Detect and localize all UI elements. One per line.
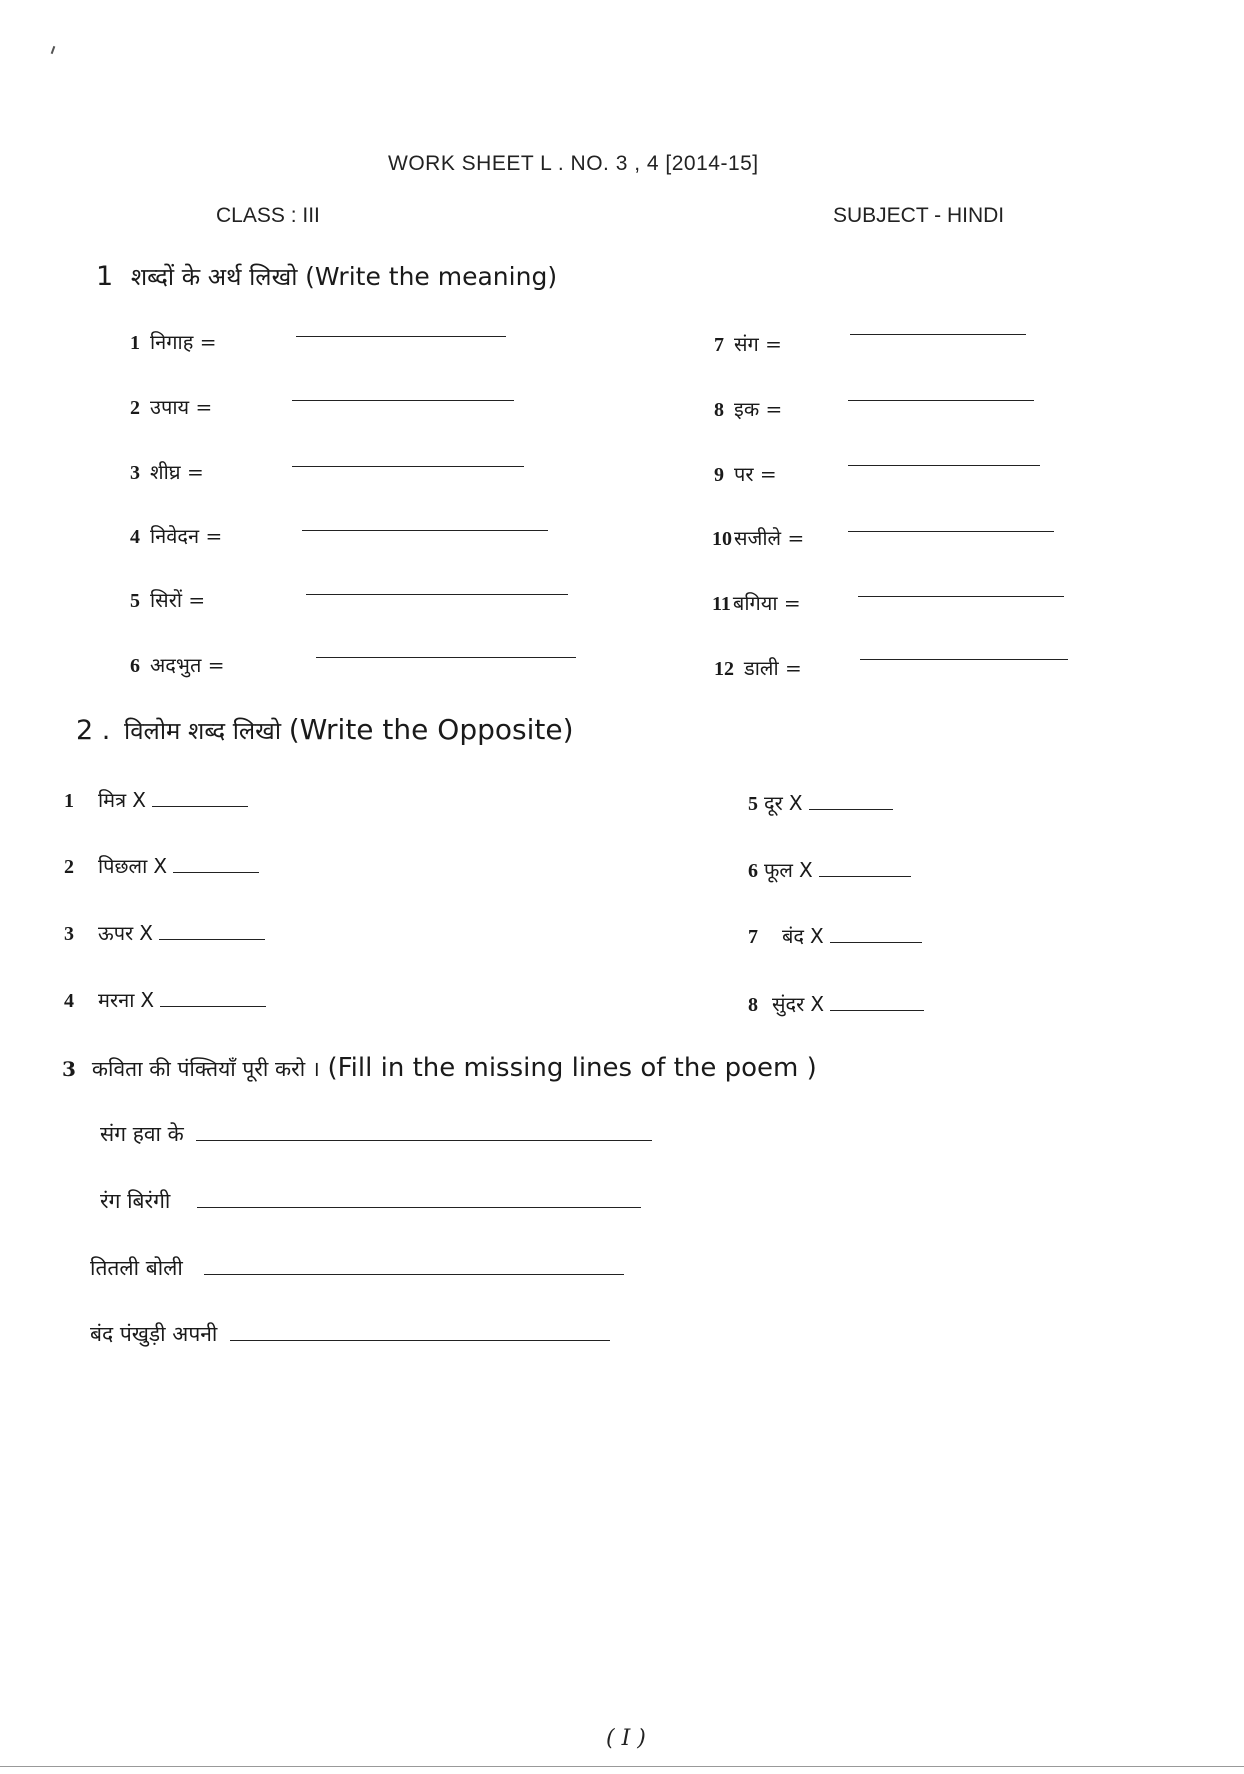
- page-number: ( I ): [606, 1726, 646, 1751]
- poem-line-text: संग हवा के: [100, 1122, 184, 1146]
- item-word: उपाय =: [150, 395, 213, 419]
- item-number: 11: [712, 593, 731, 615]
- item-word: मित्र: [98, 788, 127, 812]
- poem-line-2: [100, 1187, 641, 1215]
- section1-heading-hindi: शब्दों के अर्थ लिखो: [130, 263, 298, 291]
- answer-line[interactable]: [306, 594, 568, 595]
- meaning-item-2: [130, 393, 212, 420]
- item-number: 4: [130, 526, 140, 548]
- answer-line[interactable]: [152, 805, 248, 807]
- answer-line[interactable]: [848, 465, 1040, 466]
- meaning-item-3: [130, 458, 204, 485]
- opposite-item-8: [748, 990, 924, 1017]
- answer-line[interactable]: [160, 1005, 266, 1007]
- item-number: 6: [130, 655, 140, 677]
- class-label: CLASS : III: [216, 204, 320, 227]
- item-number: 2: [130, 397, 140, 419]
- item-word: पर =: [734, 462, 777, 486]
- item-word: शीघ्र =: [150, 460, 204, 484]
- item-word: फूल: [764, 858, 793, 882]
- item-number: 10: [712, 528, 732, 550]
- meaning-item-12: [714, 654, 802, 681]
- meaning-item-7: [714, 330, 782, 357]
- item-word: बंद: [782, 924, 805, 948]
- meaning-item-1: [130, 328, 216, 355]
- meaning-item-5: [130, 586, 205, 613]
- answer-line[interactable]: [230, 1339, 610, 1341]
- meaning-item-4: [130, 522, 222, 549]
- item-word: अदभुत =: [150, 653, 225, 677]
- opposite-marker: X: [788, 791, 803, 815]
- opposite-item-3: [64, 919, 265, 946]
- opposite-item-1: [64, 786, 248, 813]
- section3-heading: [62, 1053, 817, 1083]
- item-word: सुंदर: [772, 992, 805, 1016]
- answer-line[interactable]: [302, 530, 548, 531]
- item-number: 1: [130, 332, 140, 354]
- opposite-item-7: [748, 922, 922, 949]
- meaning-item-10: [712, 524, 804, 551]
- answer-line[interactable]: [809, 808, 893, 810]
- item-word: ऊपर: [98, 921, 134, 945]
- subject-label: SUBJECT - HINDI: [833, 204, 1005, 227]
- answer-line[interactable]: [819, 875, 911, 877]
- poem-line-text: रंग बिरंगी: [100, 1189, 171, 1213]
- item-number: 5: [748, 793, 758, 815]
- section3-heading-hindi: कविता की पंक्तियाँ पूरी करो ।: [91, 1057, 320, 1081]
- opposite-marker: X: [153, 854, 168, 878]
- item-number: 2: [64, 856, 74, 878]
- answer-line[interactable]: [830, 1009, 924, 1011]
- meaning-item-8: [714, 395, 782, 422]
- answer-line[interactable]: [292, 466, 524, 467]
- worksheet-title: WORK SHEET L . NO. 3 , 4 [2014-15]: [388, 152, 759, 175]
- poem-line-3: [90, 1254, 624, 1282]
- answer-line[interactable]: [197, 1206, 641, 1208]
- item-number: 4: [64, 990, 74, 1012]
- item-word: बगिया =: [732, 591, 801, 615]
- item-number: 3: [130, 462, 140, 484]
- answer-line[interactable]: [858, 596, 1064, 597]
- answer-line[interactable]: [292, 400, 514, 401]
- item-word: डाली =: [744, 656, 802, 680]
- item-number: 1: [64, 790, 74, 812]
- answer-line[interactable]: [296, 336, 506, 337]
- poem-line-text: बंद पंखुड़ी अपनी: [90, 1322, 218, 1346]
- opposite-marker: X: [810, 992, 825, 1016]
- answer-line[interactable]: [204, 1273, 624, 1275]
- opposite-item-6: [748, 856, 911, 883]
- answer-line[interactable]: [830, 941, 922, 943]
- item-word: दूर: [764, 791, 783, 815]
- meaning-item-6: [130, 651, 224, 678]
- item-number: 9: [714, 464, 724, 486]
- item-word: सजीले =: [734, 526, 805, 550]
- opposite-item-4: [64, 986, 266, 1013]
- item-word: निवेदन =: [150, 524, 223, 548]
- opposite-item-2: [64, 852, 259, 879]
- section3-heading-english: (Fill in the missing lines of the poem ): [327, 1053, 817, 1083]
- opposite-marker: X: [140, 988, 155, 1012]
- answer-line[interactable]: [848, 531, 1054, 532]
- item-number: 8: [714, 399, 724, 421]
- answer-line[interactable]: [848, 400, 1034, 401]
- opposite-marker: X: [139, 921, 153, 945]
- scan-mark: [51, 46, 56, 54]
- opposite-marker: X: [132, 788, 146, 812]
- answer-line[interactable]: [173, 871, 259, 873]
- answer-line[interactable]: [196, 1139, 652, 1141]
- section3-number: 3: [62, 1057, 76, 1081]
- section2-number: 2 .: [76, 715, 111, 746]
- answer-line[interactable]: [159, 938, 265, 940]
- item-number: 7: [714, 334, 724, 356]
- section2-heading-english: (Write the Opposite): [288, 713, 574, 746]
- section2-heading-hindi: विलोम शब्द लिखो: [123, 717, 282, 745]
- item-number: 5: [130, 590, 140, 612]
- answer-line[interactable]: [860, 659, 1068, 660]
- item-number: 12: [714, 658, 734, 680]
- section1-heading-english: (Write the meaning): [305, 262, 558, 291]
- opposite-marker: X: [810, 924, 824, 948]
- opposite-item-5: [748, 789, 893, 816]
- opposite-marker: X: [798, 858, 813, 882]
- item-number: 8: [748, 994, 758, 1016]
- section1-number: 1: [96, 261, 114, 292]
- item-word: पिछला: [98, 854, 148, 878]
- poem-line-4: [90, 1320, 610, 1348]
- item-word: मरना: [98, 988, 135, 1012]
- section1-heading: [96, 260, 557, 293]
- item-word: इक =: [734, 397, 783, 421]
- section2-heading: [76, 713, 574, 747]
- meaning-item-9: [714, 460, 777, 487]
- answer-line[interactable]: [850, 334, 1026, 335]
- scan-edge-line: [0, 1766, 1244, 1767]
- item-number: 6: [748, 860, 758, 882]
- meaning-item-11: [712, 589, 801, 616]
- item-word: निगाह =: [150, 330, 217, 354]
- item-word: संग =: [734, 332, 782, 356]
- poem-line-1: [100, 1120, 652, 1148]
- item-number: 3: [64, 923, 74, 945]
- item-word: सिरों =: [150, 588, 206, 612]
- answer-line[interactable]: [316, 657, 576, 658]
- poem-line-text: तितली बोली: [90, 1256, 183, 1280]
- item-number: 7: [748, 926, 758, 948]
